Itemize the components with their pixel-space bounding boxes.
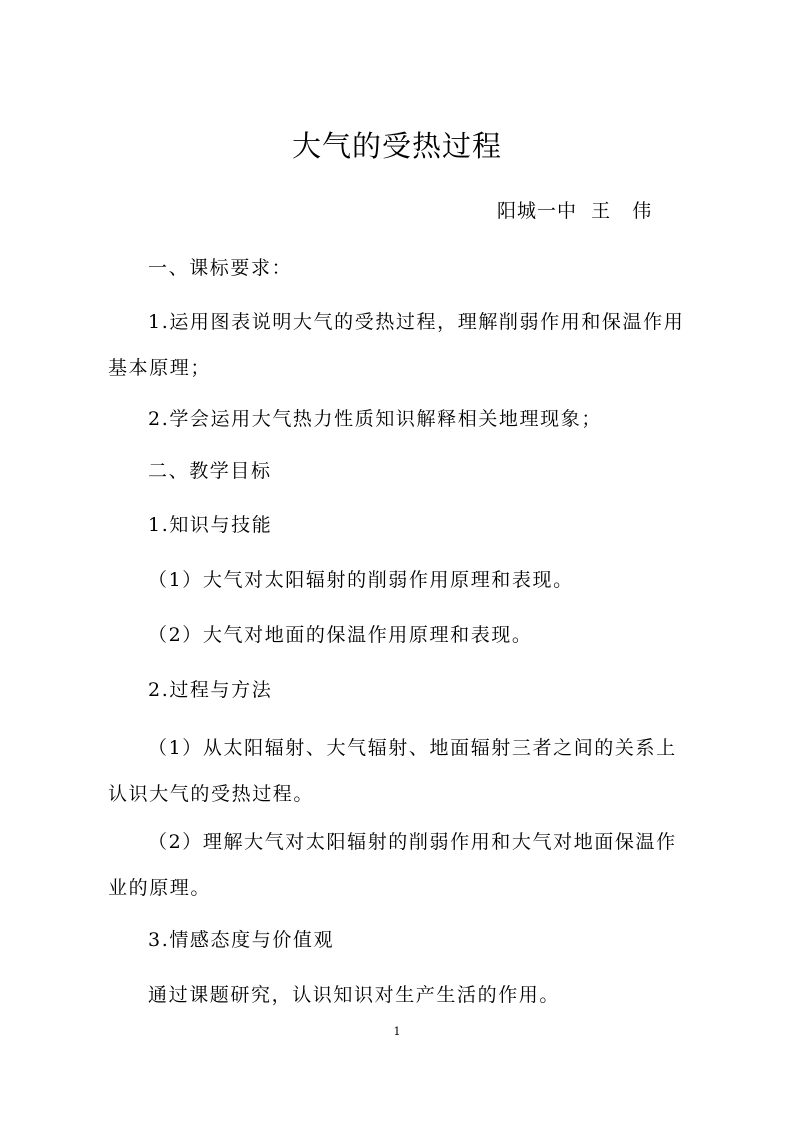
goal-3-title: 3.情感态度与价值观 [148,929,335,951]
author-line: 阳城一中 王 伟 [497,200,653,222]
goal-2-title: 2.过程与方法 [148,679,273,701]
document-title: 大气的受热过程 [291,129,502,163]
section-heading-curriculum: 一、课标要求： [148,257,293,279]
goal-3-text: 通过课题研究，认识知识对生产生活的作用。 [148,984,561,1006]
goal-2-item-2: （2）理解大气对太阳辐射的削弱作用和大气对地面保温作业的原理。 [108,831,677,899]
requirement-1: 1.运用图表说明大气的受热过程，理解削弱作用和保温作用基本原理； [108,311,685,379]
goal-1-item-1: （1）大气对太阳辐射的削弱作用原理和表现。 [148,569,574,591]
section-heading-goals: 二、教学目标 [148,460,272,482]
goal-2-item-1: （1）从太阳辐射、大气辐射、地面辐射三者之间的关系上认识大气的受热过程。 [108,737,677,805]
requirement-2: 2.学会运用大气热力性质知识解释相关地理现象； [148,408,602,430]
goal-1-title: 1.知识与技能 [148,514,273,536]
page-number: 1 [393,1025,401,1038]
goal-1-item-2: （2）大气对地面的保温作用原理和表现。 [148,624,533,646]
